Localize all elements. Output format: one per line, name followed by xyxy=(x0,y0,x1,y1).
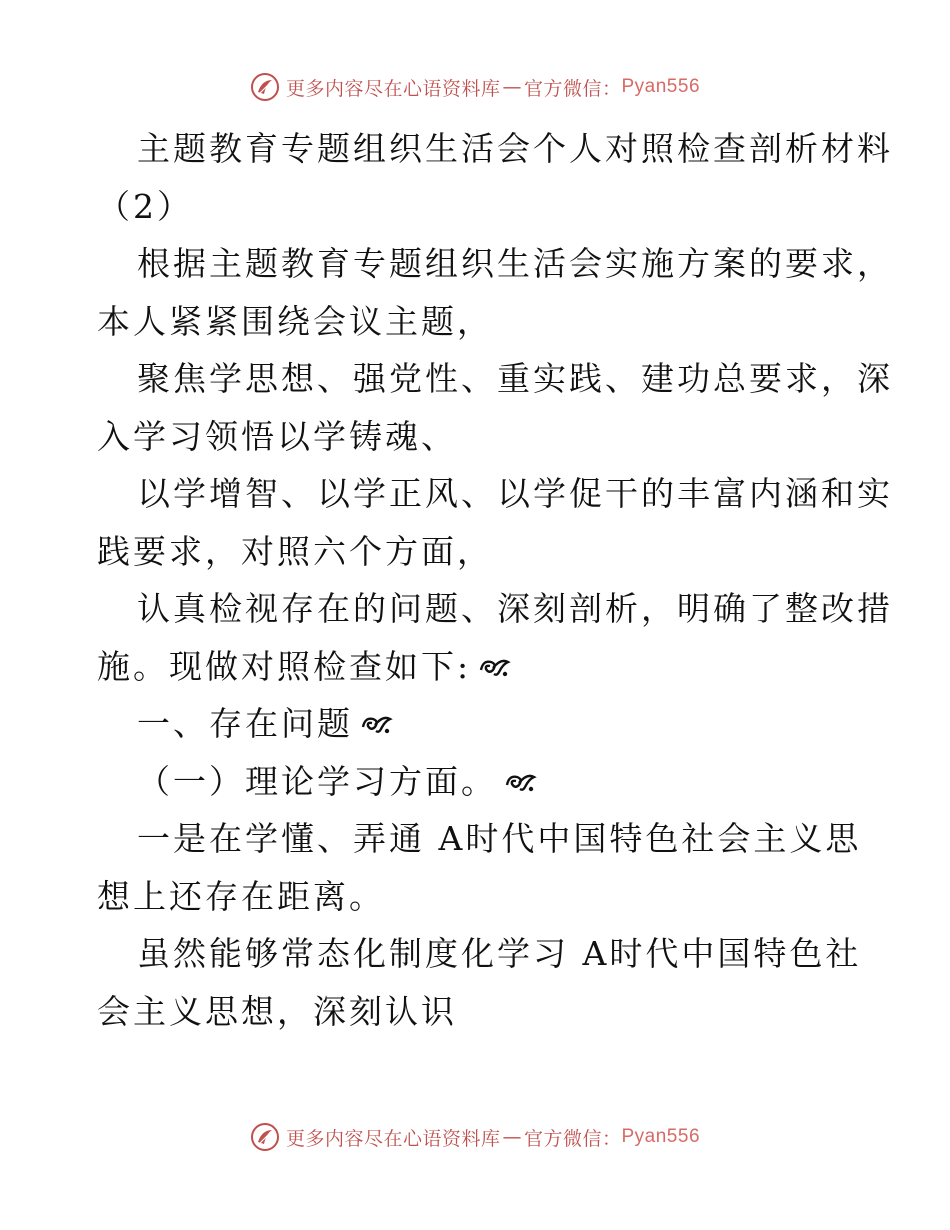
document-body xyxy=(97,120,893,1040)
paragraph-line: 会主义思想，深刻认识 xyxy=(97,991,457,1031)
header-watermark xyxy=(0,72,950,102)
doc-title-line-2: （2） xyxy=(97,186,193,226)
paragraph-text: 施。现做对照检查如下: xyxy=(97,646,472,686)
paragraph-mark-icon xyxy=(359,711,393,737)
paragraph-line: 践要求，对照六个方面， xyxy=(97,531,493,571)
logo-icon xyxy=(250,1122,280,1152)
paragraph-line: 聚焦学思想、强党性、重实践、建功总要求，深 xyxy=(137,359,893,398)
watermark-id: Pyan556 xyxy=(621,1126,701,1147)
watermark-label: 官方微信： xyxy=(523,1127,622,1150)
section-heading: 一、存在问题 xyxy=(137,704,353,743)
paragraph-line-with-mark xyxy=(97,638,857,696)
paragraph-mark-icon xyxy=(503,769,537,795)
subsection-heading-with-mark xyxy=(97,753,857,811)
watermark-text: 更多内容尽在心语资料库 xyxy=(285,1127,501,1150)
paragraph-mark-icon xyxy=(477,654,511,680)
watermark-id: Pyan556 xyxy=(621,76,701,97)
watermark-separator: — xyxy=(502,76,522,98)
paragraph-line: 想上还存在距离。 xyxy=(97,876,385,916)
doc-title-line-1: 主题教育专题组织生活会个人对照检查剖析材料 xyxy=(137,129,893,168)
paragraph-line: 入学习领悟以学铸魂、 xyxy=(97,416,457,456)
paragraph-line: 认真检视存在的问题、深刻剖析，明确了整改措 xyxy=(137,589,893,628)
section-heading-with-mark xyxy=(97,695,857,753)
paragraph-line: 以学增智、以学正风、以学促干的丰富内涵和实 xyxy=(137,474,893,513)
watermark-separator: — xyxy=(502,1126,522,1148)
watermark-label: 官方微信： xyxy=(523,77,622,100)
logo-icon xyxy=(250,72,280,102)
watermark-text: 更多内容尽在心语资料库 xyxy=(285,77,501,100)
footer-watermark xyxy=(0,1122,950,1152)
paragraph-line: 根据主题教育专题组织生活会实施方案的要求， xyxy=(137,244,893,283)
paragraph-line: 一是在学懂、弄通 A时代中国特色社会主义思 xyxy=(137,819,862,858)
subsection-heading: （一）理论学习方面。 xyxy=(137,761,497,801)
paragraph-line: 虽然能够常态化制度化学习 A时代中国特色社 xyxy=(137,934,862,973)
paragraph-line: 本人紧紧围绕会议主题， xyxy=(97,301,493,341)
